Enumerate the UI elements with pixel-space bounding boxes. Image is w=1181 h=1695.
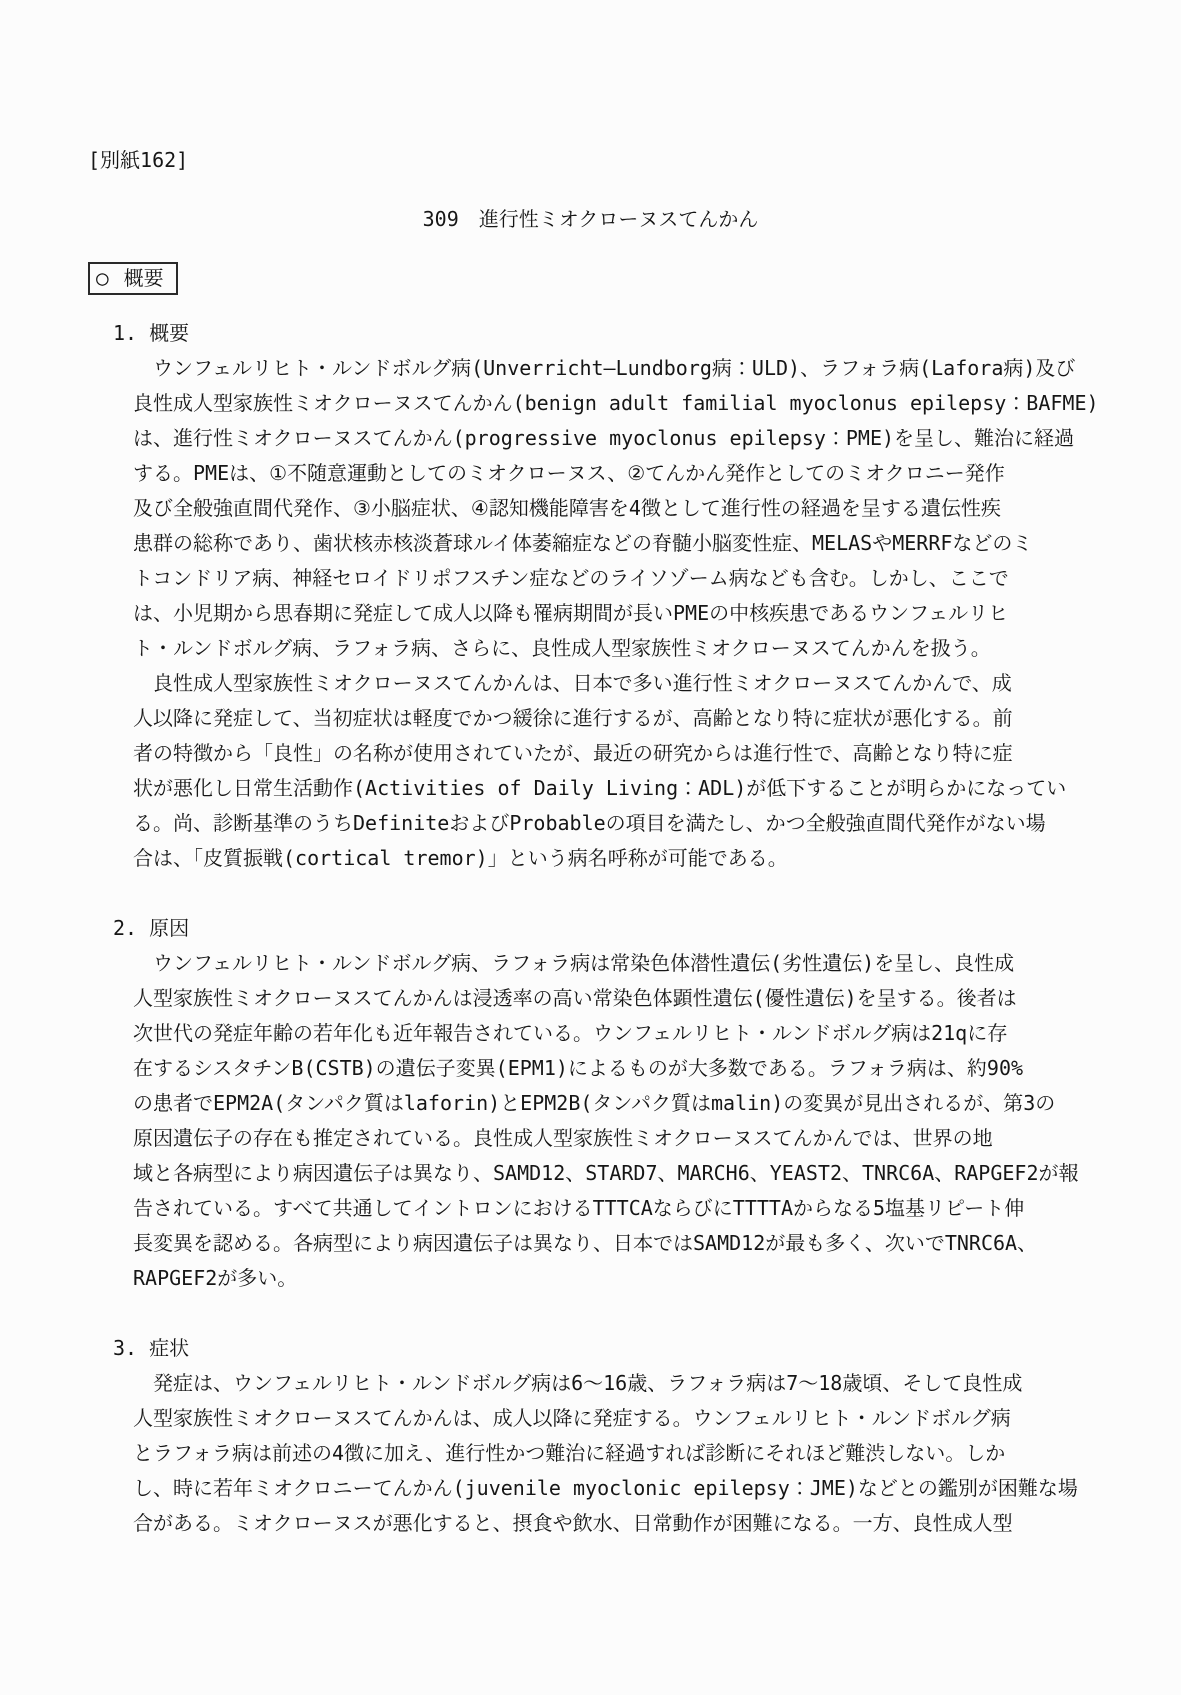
paragraph — [133, 1366, 1121, 1541]
overview-box-label: 概要 — [123, 266, 164, 290]
text-line: RAPGEF2が多い。 — [133, 1266, 298, 1290]
text-line: る。尚、診断基準のうちDefiniteおよびProbableの項目を満たし、かつ全般強直間代発作がない場 — [133, 811, 1046, 835]
attachment-label: [別紙162] — [88, 148, 189, 172]
paragraph — [133, 946, 1121, 1296]
text-line: とラフォラ病は前述の4徴に加え、進行性かつ難治に経過すれば診断にそれほど難渋しない。しか — [133, 1441, 1006, 1465]
text-line: 状が悪化し日常生活動作(Activities of Daily Living：ADL)が低下することが明らかになってい — [133, 776, 1067, 800]
text-line: し、時に若年ミオクロニーてんかん(juvenile myoclonic epilepsy：JME)などとの鑑別が困難な場 — [133, 1476, 1078, 1500]
text-line: 発症は、ウンフェルリヒト・ルンドボルグ病は6〜16歳、ラフォラ病は7〜18歳頃、そして良性成 — [133, 1371, 1023, 1395]
text-line: ウンフェルリヒト・ルンドボルグ病、ラフォラ病は常染色体潜性遺伝(劣性遺伝)を呈し、良性成 — [133, 951, 1015, 975]
text-line: 告されている。すべて共通してイントロンにおけるTTTCAならびにTTTTAからなる5塩基リピート伸 — [133, 1196, 1025, 1220]
text-line: 人型家族性ミオクローヌスてんかんは、成人以降に発症する。ウンフェルリヒト・ルンドボルグ病 — [133, 1406, 1011, 1430]
text-line: ウンフェルリヒト・ルンドボルグ病(Unverricht―Lundborg病：ULD)、ラフォラ病(Lafora病)及び — [133, 356, 1076, 380]
overview-box — [88, 262, 178, 295]
text-line: 良性成人型家族性ミオクローヌスてんかん(benign adult familial myoclonus epilepsy：BAFME) — [133, 391, 1099, 415]
text-line: 及び全般強直間代発作、③小脳症状、④認知機能障害を4徴として進行性の経過を呈する遺伝性疾 — [133, 496, 1001, 520]
text-line: は、小児期から思春期に発症して成人以降も罹病期間が長いPMEの中核疾患であるウンフェルリヒ — [133, 601, 1009, 625]
text-line: 次世代の発症年齢の若年化も近年報告されている。ウンフェルリヒト・ルンドボルグ病は21qに存 — [133, 1021, 1008, 1045]
text-line: 原因遺伝子の存在も推定されている。良性成人型家族性ミオクローヌスてんかんでは、世界の地 — [133, 1126, 993, 1150]
text-line: 合は、「皮質振戦(cortical tremor)」という病名呼称が可能である。 — [133, 846, 788, 870]
section-heading-overview: 1. 概要 — [113, 321, 190, 345]
text-line: 長変異を認める。各病型により病因遺伝子は異なり、日本ではSAMD12が最も多く、次いでTNRC6A、 — [133, 1231, 1038, 1255]
text-line: の患者でEPM2A(タンパク質はlaforin)とEPM2B(タンパク質はmalin)の変異が見出されるが、第3の — [133, 1091, 1056, 1115]
text-line: 良性成人型家族性ミオクローヌスてんかんは、日本で多い進行性ミオクローヌスてんかんで、成 — [133, 671, 1012, 695]
text-line: トコンドリア病、神経セロイドリポフスチン症などのライソゾーム病なども含む。しかし、ここで — [133, 566, 1009, 590]
circle-mark-icon: ○ — [96, 266, 109, 290]
document-body — [0, 316, 1181, 1541]
text-line: ト・ルンドボルグ病、ラフォラ病、さらに、良性成人型家族性ミオクローヌスてんかんを扱う。 — [133, 636, 991, 660]
section-heading-cause: 2. 原因 — [113, 916, 190, 940]
text-line: 者の特徴から「良性」の名称が使用されていたが、最近の研究からは進行性で、高齢となり特に症 — [133, 741, 1013, 765]
text-line: は、進行性ミオクローヌスてんかん(progressive myoclonus epilepsy：PME)を呈し、難治に経過 — [133, 426, 1075, 450]
text-line: 合がある。ミオクローヌスが悪化すると、摂食や飲水、日常動作が困難になる。一方、良性成人型 — [133, 1511, 1013, 1535]
section-overview — [0, 316, 1181, 876]
text-line: する。PMEは、①不随意運動としてのミオクローヌス、②てんかん発作としてのミオクロニー発作 — [133, 461, 1005, 485]
section-heading-symptoms: 3. 症状 — [113, 1336, 190, 1360]
text-line: 人以降に発症して、当初症状は軽度でかつ緩徐に進行するが、高齢となり特に症状が悪化する。前 — [133, 706, 1013, 730]
text-line: 患群の総称であり、歯状核赤核淡蒼球ルイ体萎縮症などの脊髄小脳変性症、MELASやMERRFなどのミ — [133, 531, 1033, 555]
page-title: 309 進行性ミオクローヌスてんかん — [422, 207, 759, 231]
paragraph — [133, 666, 1121, 876]
paragraph — [133, 351, 1121, 666]
text-line: 人型家族性ミオクローヌスてんかんは浸透率の高い常染色体顕性遺伝(優性遺伝)を呈する。後者は — [133, 986, 1017, 1010]
section-cause — [0, 911, 1181, 1296]
text-line: 域と各病型により病因遺伝子は異なり、SAMD12、STARD7、MARCH6、YEAST2、TNRC6A、RAPGEF2が報 — [133, 1161, 1079, 1185]
section-symptoms — [0, 1331, 1181, 1541]
text-line: 在するシスタチンB(CSTB)の遺伝子変異(EPM1)によるものが大多数である。ラフォラ病は、約90% — [133, 1056, 1024, 1080]
